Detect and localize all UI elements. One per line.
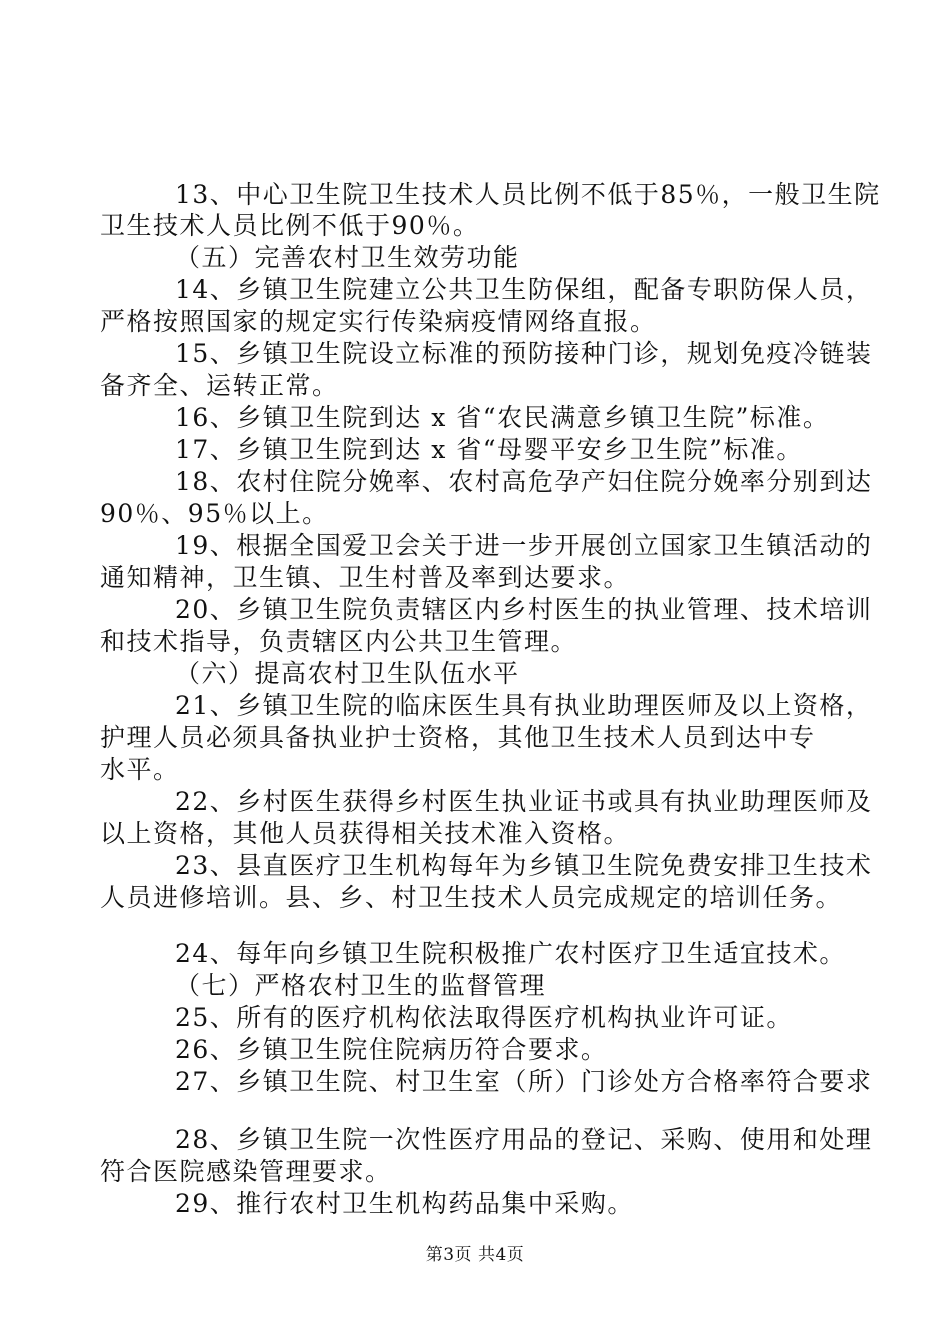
item-18-line-2: 90％、95％以上。 — [100, 499, 329, 528]
item-17-line-1: 17、乡镇卫生院到达 x 省“母婴平安乡卫生院”标准。 — [175, 435, 803, 464]
item-21-line-3: 水平。 — [100, 755, 180, 784]
section-heading-7: （七）严格农村卫生的监督管理 — [175, 971, 547, 1000]
item-25-line-1: 25、所有的医疗机构依法取得医疗机构执业许可证。 — [175, 1003, 793, 1032]
item-14-line-2: 严格按照国家的规定实行传染病疫情网络直报。 — [100, 307, 657, 336]
item-23-line-2: 人员进修培训。县、乡、村卫生技术人员完成规定的培训任务。 — [100, 883, 843, 912]
item-13-line-2: 卫生技术人员比例不低于90％。 — [100, 211, 480, 240]
item-20-line-2: 和技术指导，负责辖区内公共卫生管理。 — [100, 627, 578, 656]
item-26-line-1: 26、乡镇卫生院住院病历符合要求。 — [175, 1035, 608, 1064]
section-heading-6: （六）提高农村卫生队伍水平 — [175, 659, 520, 688]
item-21-line-2: 护理人员必须具备执业护士资格，其他卫生技术人员到达中专 — [100, 723, 816, 752]
page-footer: 第3页 共4页 — [425, 1245, 525, 1265]
item-13-line-1: 13、中心卫生院卫生技术人员比例不低于85％，一般卫生院 — [175, 180, 881, 209]
item-22-line-2: 以上资格，其他人员获得相关技术准入资格。 — [100, 819, 631, 848]
item-21-line-1: 21、乡镇卫生院的临床医生具有执业助理医师及以上资格， — [175, 691, 873, 720]
item-15-line-1: 15、乡镇卫生院设立标准的预防接种门诊，规划免疫冷链装 — [175, 339, 873, 368]
item-19-line-1: 19、根据全国爱卫会关于进一步开展创立国家卫生镇活动的 — [175, 531, 873, 560]
item-19-line-2: 通知精神，卫生镇、卫生村普及率到达要求。 — [100, 563, 631, 592]
item-28-line-1: 28、乡镇卫生院一次性医疗用品的登记、采购、使用和处理 — [175, 1125, 873, 1154]
item-14-line-1: 14、乡镇卫生院建立公共卫生防保组，配备专职防保人员， — [175, 275, 873, 304]
section-heading-5: （五）完善农村卫生效劳功能 — [175, 243, 520, 272]
item-27-line-1: 27、乡镇卫生院、村卫生室（所）门诊处方合格率符合要求 — [175, 1067, 873, 1096]
item-23-line-1: 23、县直医疗卫生机构每年为乡镇卫生院免费安排卫生技术 — [175, 851, 873, 880]
item-24-line-1: 24、每年向乡镇卫生院积极推广农村医疗卫生适宜技术。 — [175, 939, 846, 968]
item-15-line-2: 备齐全、运转正常。 — [100, 371, 339, 400]
item-29-line-1: 29、推行农村卫生机构药品集中采购。 — [175, 1189, 634, 1218]
item-18-line-1: 18、农村住院分娩率、农村高危孕产妇住院分娩率分别到达 — [175, 467, 873, 496]
item-20-line-1: 20、乡镇卫生院负责辖区内乡村医生的执业管理、技术培训 — [175, 595, 873, 624]
item-16-line-1: 16、乡镇卫生院到达 x 省“农民满意乡镇卫生院”标准。 — [175, 403, 830, 432]
item-28-line-2: 符合医院感染管理要求。 — [100, 1157, 392, 1186]
item-22-line-1: 22、乡村医生获得乡村医生执业证书或具有执业助理医师及 — [175, 787, 873, 816]
